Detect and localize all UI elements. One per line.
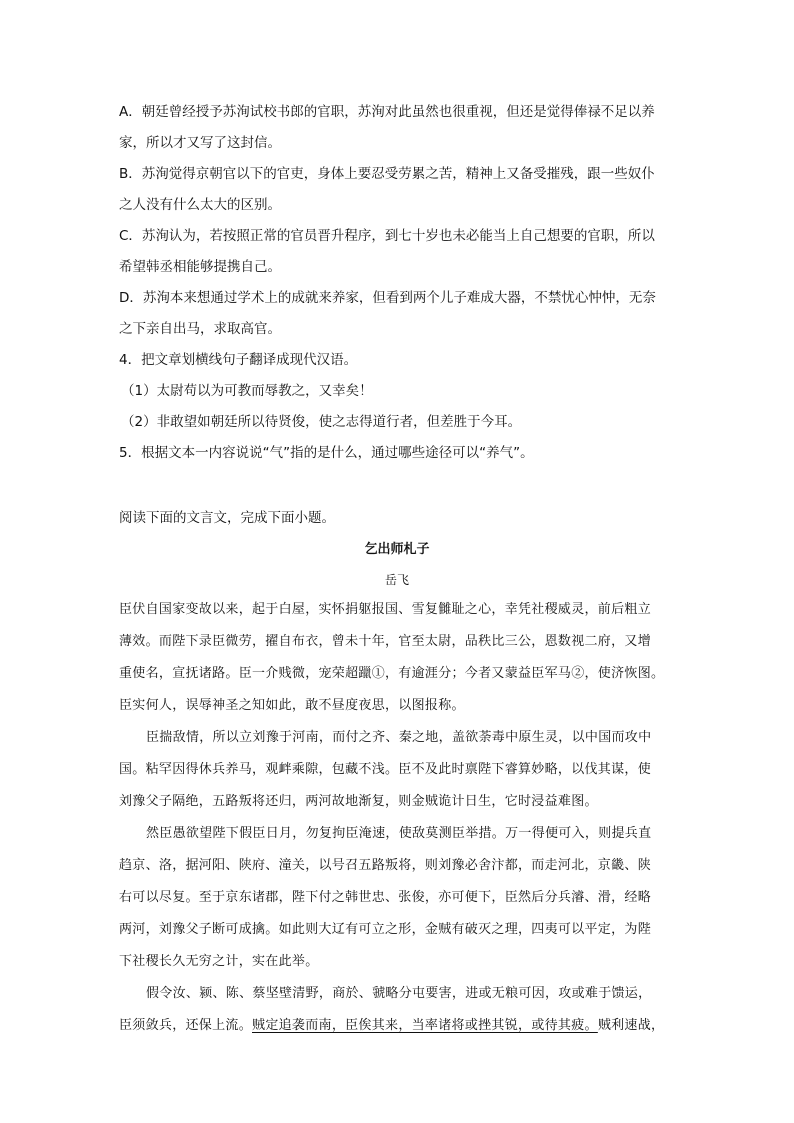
essay-p3-line-4: 两河，刘豫父子断可成擒。如此则大辽有可立之形，金贼有破灭之理，四夷可以平定，为陛 bbox=[119, 922, 652, 937]
option-d-line-2: 之下亲自出马，求取高官。 bbox=[119, 321, 281, 337]
reading-instruction: 阅读下面的文言文，完成下面小题。 bbox=[119, 510, 335, 526]
essay-title: 乞出师札子 bbox=[364, 542, 430, 557]
essay-p2-line-2: 国。粘罕因得休兵养马，观衅乘隙，包藏不浅。臣不及此时禀陛下睿算妙略，以伐其谋，使 bbox=[119, 762, 652, 777]
option-a-line-1: A．朝廷曾经授予苏洵试校书郎的官职，苏洵对此虽然也很重视，但还是觉得俸禄不足以养 bbox=[119, 104, 655, 120]
essay-p4-text-before: 臣须敛兵，还保上流。 bbox=[119, 1018, 253, 1033]
essay-p3-line-1: 然臣愚欲望陛下假臣日月，勿复拘臣淹速，使敌莫测臣举措。万一得便可入，则提兵直 bbox=[146, 826, 652, 841]
question-4-item-2: （2）非敢望如朝廷所以待贤俊，使之志得道行者，但差胜于今耳。 bbox=[121, 414, 522, 430]
essay-p2-line-3: 刘豫父子隔绝，五路叛将还归，两河故地渐复，则金贼诡计日生，它时浸益难图。 bbox=[119, 794, 598, 809]
essay-author: 岳飞 bbox=[384, 573, 409, 587]
question-4-item-1: （1）太尉苟以为可教而辱教之，又幸矣！ bbox=[121, 383, 373, 399]
option-b-line-2: 之人没有什么太大的区别。 bbox=[119, 197, 281, 213]
essay-p4-line-2 bbox=[119, 1016, 679, 1036]
option-a-line-2: 家，所以才又写了这封信。 bbox=[119, 135, 281, 151]
option-b-line-1: B．苏洵觉得京朝官以下的官吏，身体上要忍受劳累之苦，精神上又备受摧残，跟一些奴仆 bbox=[119, 166, 655, 182]
essay-p1-line-3: 重使名，宣抚诸路。臣一介贱微，宠荣超躐①，有逾涯分；今者又蒙益臣军马②，使济恢图。 bbox=[119, 666, 665, 681]
essay-p1-line-2: 薄效。而陛下录臣微劳，擢自布衣，曾未十年，官至太尉，品秩比三公，恩数视二府，又增 bbox=[119, 634, 652, 649]
essay-p4-text-after: 贼利速战， bbox=[597, 1018, 665, 1033]
essay-p3-line-3: 右可以尽复。至于京东诸郡，陛下付之韩世忠、张俊，亦可便下，臣然后分兵濬、滑，经略 bbox=[119, 890, 652, 905]
essay-p3-line-2: 趋京、洛，据河阳、陕府、潼关，以号召五路叛将，则刘豫必舍汴都，而走河北，京畿、陕 bbox=[119, 858, 652, 873]
essay-p4-line-1: 假令汝、颍、陈、蔡坚壁清野，商於、虢略分屯要害，进或无粮可因，攻或难于馈运， bbox=[146, 986, 652, 1001]
essay-p1-line-4: 臣实何人，误辱神圣之知如此，敢不昼度夜思，以图报称。 bbox=[119, 698, 465, 713]
option-d-line-1: D．苏洵本来想通过学术上的成就来养家，但看到两个儿子难成大器，不禁忧心忡忡，无奈 bbox=[119, 290, 656, 306]
option-c-line-1: C．苏洵认为，若按照正常的官员晋升程序，到七十岁也未必能当上自己想要的官职，所以 bbox=[119, 228, 655, 244]
essay-p3-line-5: 下社稷长久无穷之计，实在此举。 bbox=[119, 954, 319, 969]
question-5-prompt: 5．根据文本一内容说说“气”指的是什么，通过哪些途径可以“养气”。 bbox=[119, 445, 534, 461]
essay-p1-line-1: 臣伏自国家变故以来，起于白屋，实怀捐躯报国、雪复雠耻之心，幸凭社稷威灵，前后粗立 bbox=[119, 602, 652, 617]
question-4-prompt: 4．把文章划横线句子翻译成现代汉语。 bbox=[119, 352, 358, 368]
essay-p2-line-1: 臣揣敌情，所以立刘豫于河南，而付之齐、秦之地，盖欲荼毒中原生灵，以中国而攻中 bbox=[146, 730, 652, 745]
option-c-line-2: 希望韩丞相能够提携自己。 bbox=[119, 259, 281, 275]
underlined-sentence: 贼定追袭而南，臣俟其来，当率诸将或挫其锐，或待其疲。 bbox=[252, 1018, 598, 1033]
